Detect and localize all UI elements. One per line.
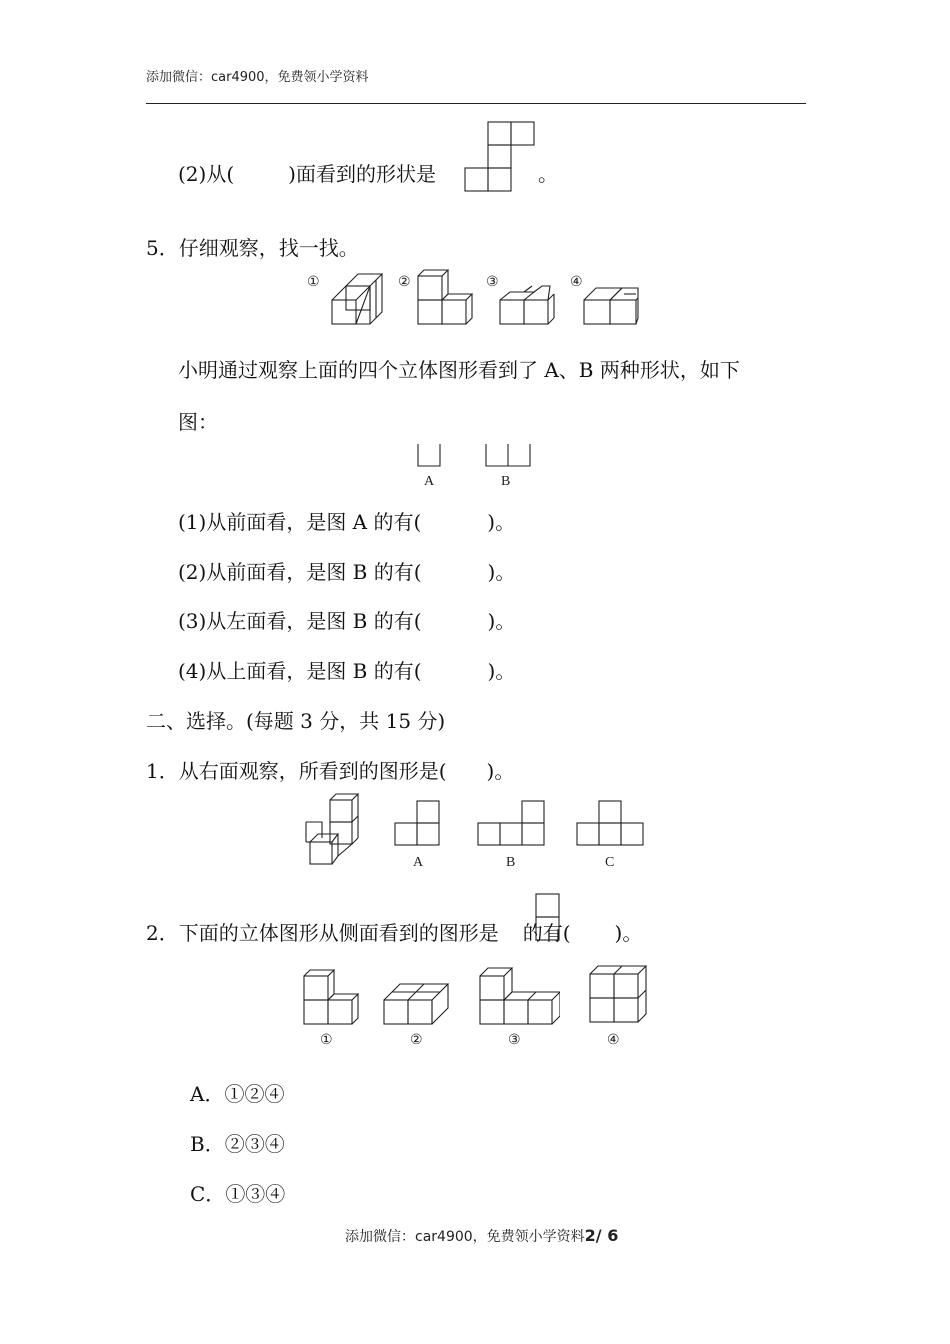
q5-sub-1	[178, 510, 515, 534]
q4-2-end: 。	[538, 162, 558, 186]
page-header: 添加微信：car4900，免费领小学资料	[146, 70, 369, 85]
q5-sub-4	[178, 659, 515, 683]
c2-option-c-letter: C．	[190, 1182, 226, 1206]
q5-sub-2	[178, 560, 515, 584]
q5-sub-1-end: )。	[487, 510, 516, 534]
c2-figure-label-4: ④	[607, 1033, 620, 1048]
footer-text: 添加微信：car4900，免费领小学资料	[345, 1229, 585, 1245]
c2-cube-figure-4	[586, 962, 650, 1028]
choice-question-1	[146, 759, 514, 783]
q4-2-prefix: (2)从(	[178, 162, 235, 186]
q5-shape-b	[482, 444, 534, 470]
c2-option-c[interactable]	[190, 1182, 285, 1206]
question-5-title: 5．仔细观察，找一找。	[146, 236, 359, 260]
c2-end: )。	[614, 921, 643, 945]
q5-sub-4-end: )。	[487, 659, 516, 683]
choice-question-2	[146, 920, 642, 945]
c2-text-before: 2．下面的立体图形从侧面看到的图形是	[146, 921, 499, 945]
c1-option-a-label[interactable]: A	[413, 855, 424, 870]
section-2-title: 二、选择。(每题 3 分，共 15 分)	[146, 709, 446, 733]
q5-cube-figure-2	[414, 266, 478, 328]
q5-sub-2-end: )。	[487, 560, 516, 584]
q5-sub-4-text: (4)从上面看，是图 B 的有(	[178, 659, 422, 683]
c2-inline-shape	[499, 920, 523, 940]
c2-figure-label-1: ①	[320, 1033, 333, 1048]
c2-option-b[interactable]	[190, 1132, 285, 1156]
q5-shape-label-b: B	[501, 474, 511, 489]
c2-option-a[interactable]	[190, 1082, 284, 1106]
c2-option-a-value: ①②④	[224, 1082, 285, 1106]
question-4-2	[178, 162, 436, 186]
q5-figure-label-1: ①	[307, 275, 320, 290]
page-number: 2/ 6	[584, 1226, 619, 1245]
q5-figure-label-3: ③	[486, 275, 499, 290]
q5-description-line1: 小明通过观察上面的四个立体图形看到了 A、B 两种形状，如下	[178, 358, 740, 382]
c1-option-b-label[interactable]: B	[506, 855, 516, 870]
q5-shape-label-a: A	[424, 474, 435, 489]
c2-figure-label-2: ②	[410, 1033, 423, 1048]
c1-text: 1．从右面观察，所看到的图形是(	[146, 759, 447, 783]
q4-2-shape-figure	[462, 118, 538, 194]
c2-cube-figure-3	[476, 964, 560, 1028]
q5-sub-2-text: (2)从前面看，是图 B 的有(	[178, 560, 422, 584]
q5-cube-figure-4	[580, 282, 642, 328]
c2-option-b-letter: B．	[190, 1132, 225, 1156]
header-divider	[146, 103, 806, 104]
q5-sub-3	[178, 609, 515, 633]
q5-cube-figure-1	[328, 270, 388, 328]
q5-sub-3-end: )。	[487, 609, 516, 633]
page-footer	[345, 1226, 618, 1246]
q5-cube-figure-3	[496, 282, 556, 328]
q5-figure-label-4: ④	[570, 275, 583, 290]
q5-figure-label-2: ②	[398, 275, 411, 290]
c2-cube-figure-1	[300, 966, 362, 1028]
c2-text-after: 的有(	[522, 921, 571, 945]
c1-end: )。	[486, 759, 515, 783]
c2-inline-shape-figure	[534, 892, 562, 942]
q5-description-line2: 图：	[178, 410, 218, 434]
c2-figure-label-3: ③	[508, 1033, 521, 1048]
c2-option-a-letter: A．	[190, 1082, 225, 1106]
c1-option-b-shape	[475, 798, 547, 850]
c2-option-b-value: ②③④	[224, 1132, 285, 1156]
q4-2-suffix: )面看到的形状是	[288, 162, 436, 186]
c1-option-a-shape	[392, 798, 442, 850]
q5-sub-3-text: (3)从左面看，是图 B 的有(	[178, 609, 422, 633]
c1-option-c-label[interactable]: C	[605, 855, 615, 870]
q5-shape-a	[414, 444, 444, 470]
c1-option-c-shape	[574, 798, 646, 850]
c2-cube-figure-2	[380, 978, 452, 1028]
c1-cube-figure	[302, 792, 366, 866]
q5-sub-1-text: (1)从前面看，是图 A 的有(	[178, 510, 422, 534]
c2-option-c-value: ①③④	[225, 1182, 286, 1206]
